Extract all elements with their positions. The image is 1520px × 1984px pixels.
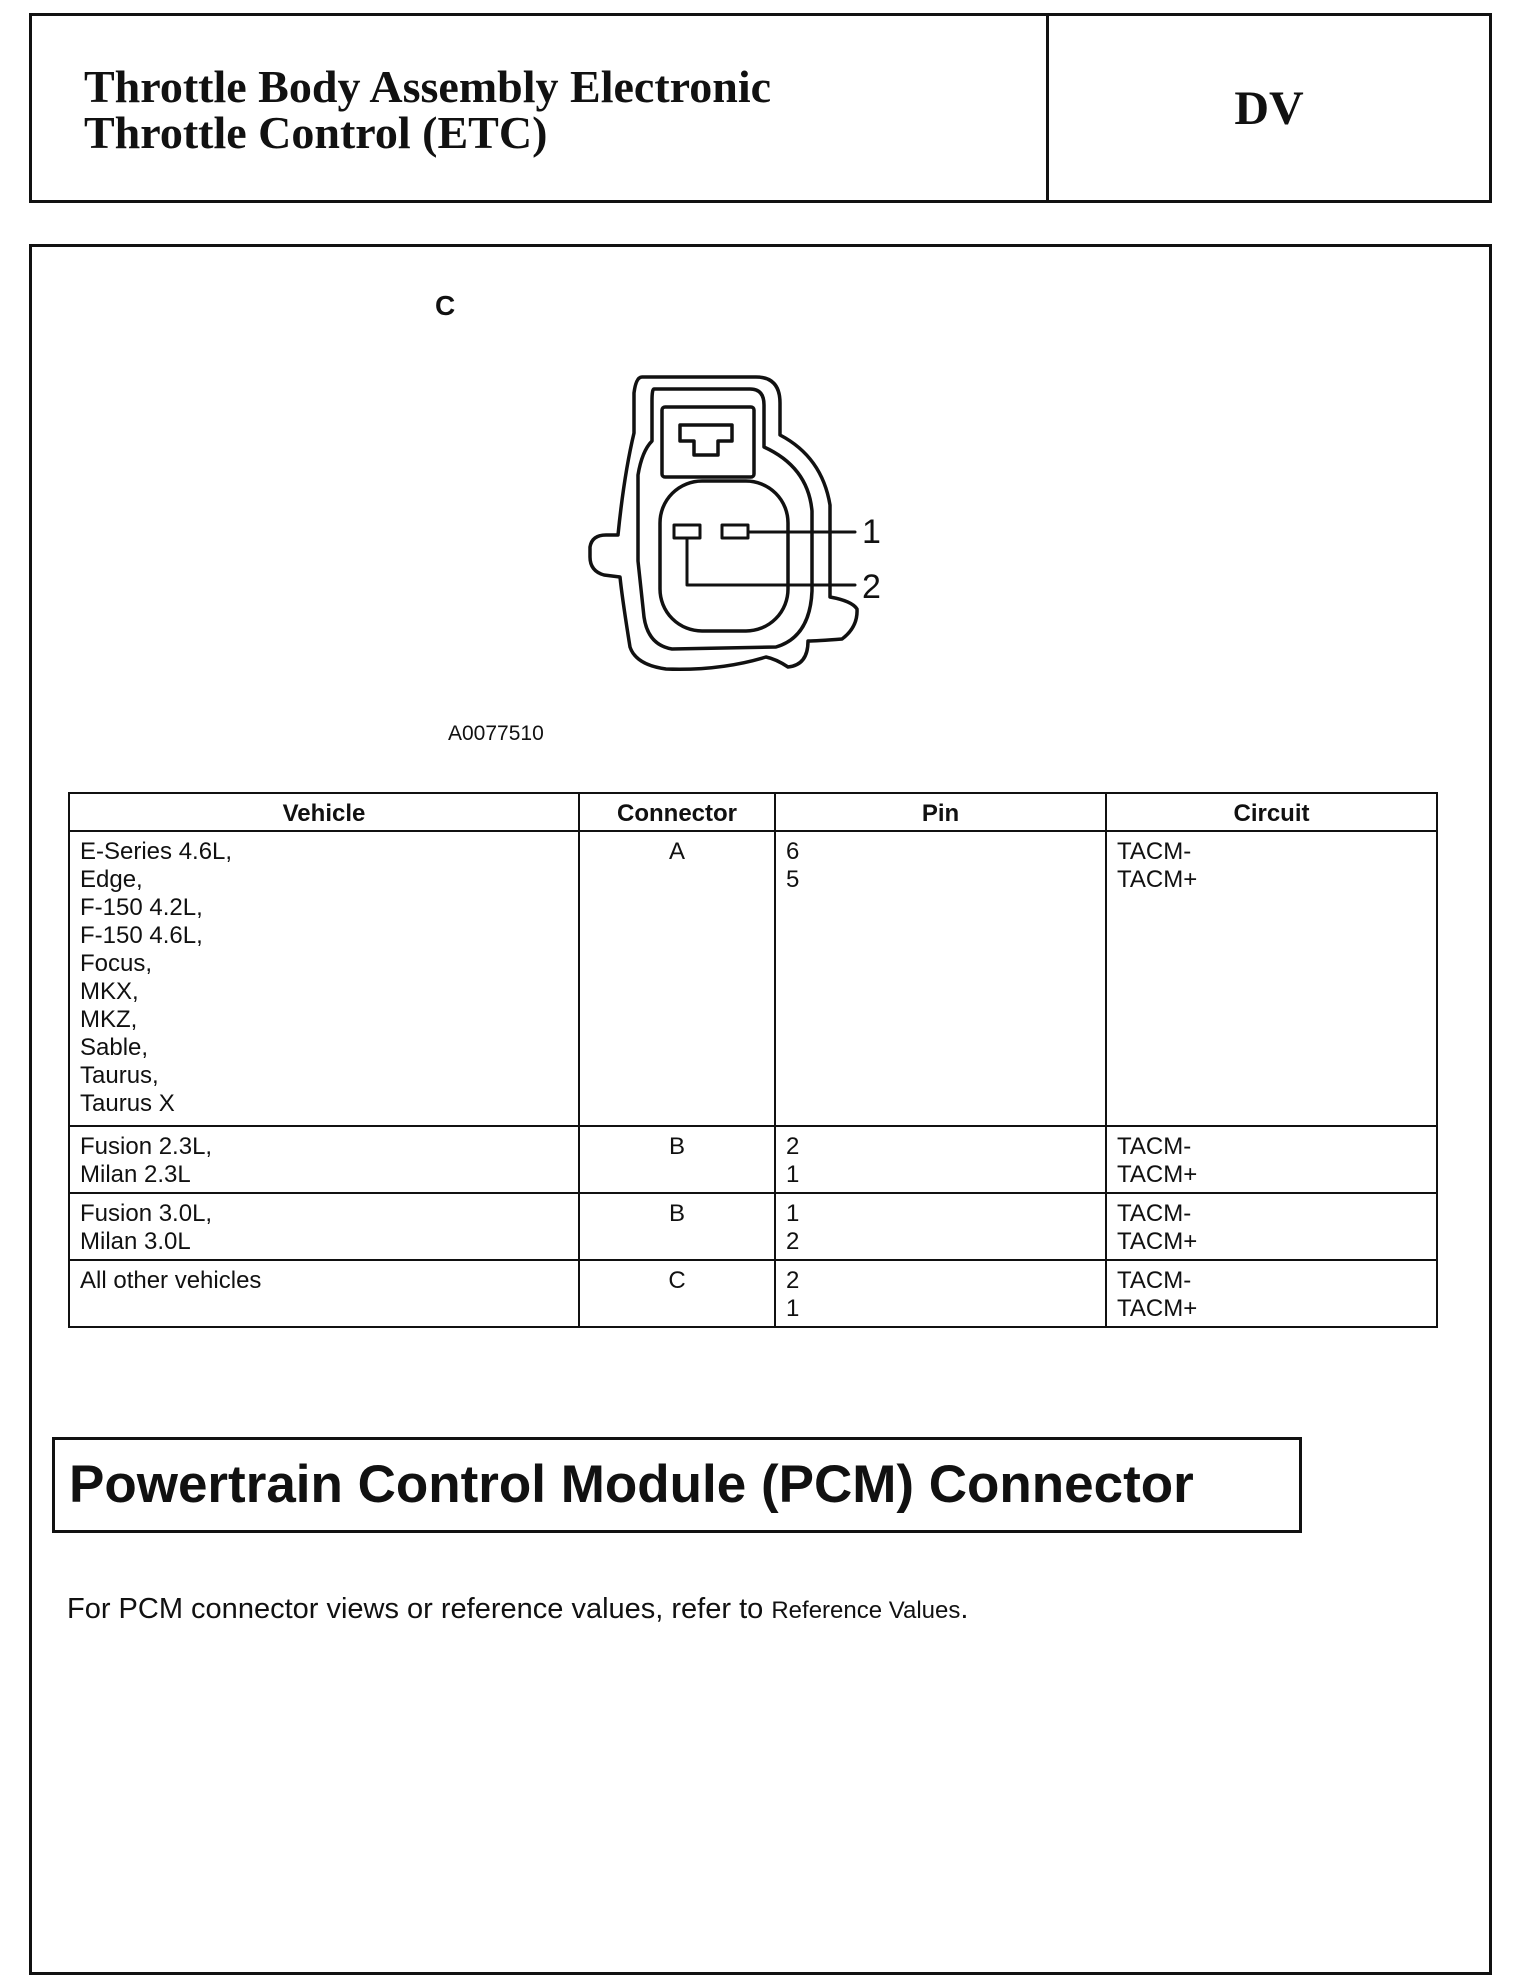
vehicle: Sable, (80, 1034, 149, 1061)
connector-housing-outline (590, 377, 857, 669)
pcm-reference-period: . (960, 1593, 969, 1625)
locking-tab-notch (680, 425, 732, 455)
pin-number: 2 (786, 1228, 800, 1255)
vehicle: Taurus, (80, 1062, 159, 1089)
pin-cell (775, 1193, 1106, 1260)
pcm-reference-text (67, 1593, 968, 1626)
connector-cell: A (579, 831, 775, 1126)
circuit-name: TACM+ (1117, 866, 1198, 893)
pin-1-label: 1 (862, 513, 881, 551)
title-line-2: Throttle Control (ETC) (84, 107, 548, 158)
header-vehicle: Vehicle (69, 793, 579, 831)
pin-cell (775, 831, 1106, 1126)
title-line-1: Throttle Body Assembly Electronic (84, 61, 772, 112)
circuit-cell (1106, 1193, 1437, 1260)
vehicle-cell (69, 1126, 579, 1193)
connector-diagram (580, 365, 900, 705)
table-row (69, 831, 1437, 1126)
vehicle-cell (69, 831, 579, 1126)
pcm-section-heading: Powertrain Control Module (PCM) Connector (52, 1437, 1302, 1533)
terminal-cavity (660, 481, 788, 631)
circuit-cell (1106, 831, 1437, 1126)
vehicle: Milan 2.3L (80, 1161, 191, 1188)
circuit-name: TACM+ (1117, 1161, 1198, 1188)
pin-2-label: 2 (862, 568, 881, 606)
header-connector: Connector (579, 793, 775, 831)
vehicle: Fusion 3.0L, (80, 1200, 213, 1227)
locking-tab (662, 407, 754, 477)
pin-number: 6 (786, 838, 800, 865)
vehicle: Fusion 2.3L, (80, 1133, 213, 1160)
vehicle: E-Series 4.6L, (80, 838, 233, 865)
vehicle: F-150 4.2L, (80, 894, 203, 921)
vehicle: MKZ, (80, 1006, 138, 1033)
component-code: DV (1234, 81, 1304, 135)
connector-cell: C (579, 1260, 775, 1327)
circuit-name: TACM- (1117, 1200, 1192, 1227)
header-pin: Pin (775, 793, 1106, 831)
pin-2-terminal (674, 525, 700, 538)
reference-values-link[interactable]: Reference Values (771, 1597, 961, 1624)
page-header (29, 13, 1492, 203)
circuit-name: TACM- (1117, 1133, 1192, 1160)
vehicle: All other vehicles (80, 1267, 262, 1294)
circuit-name: TACM+ (1117, 1228, 1198, 1255)
component-title (32, 16, 1049, 200)
pin-number: 1 (786, 1200, 800, 1227)
connector-cell: B (579, 1126, 775, 1193)
connector-view-label: C (435, 290, 456, 321)
pin-1-terminal (722, 525, 748, 538)
table-header-row (69, 793, 1437, 831)
pin-cell (775, 1260, 1106, 1327)
table-row (69, 1193, 1437, 1260)
pin-number: 5 (786, 866, 800, 893)
vehicle: F-150 4.6L, (80, 922, 203, 949)
connector-cell: B (579, 1193, 775, 1260)
circuit-name: TACM- (1117, 1267, 1192, 1294)
vehicle: MKX, (80, 978, 139, 1005)
vehicle-cell (69, 1193, 579, 1260)
circuit-cell (1106, 1260, 1437, 1327)
pin-cell (775, 1126, 1106, 1193)
figure-id: A0077510 (448, 722, 544, 745)
pin-number: 2 (786, 1133, 800, 1160)
vehicle: Milan 3.0L (80, 1228, 191, 1255)
vehicle: Taurus X (80, 1090, 175, 1117)
circuit-cell (1106, 1126, 1437, 1193)
vehicle-cell (69, 1260, 579, 1327)
circuit-name: TACM- (1117, 838, 1192, 865)
table-row (69, 1260, 1437, 1327)
pcm-reference-sentence: For PCM connector views or reference values, refer to (67, 1593, 764, 1625)
table-row (69, 1126, 1437, 1193)
pin-number: 1 (786, 1161, 800, 1188)
vehicle: Focus, (80, 950, 153, 977)
vehicle: Edge, (80, 866, 143, 893)
pin-number: 1 (786, 1295, 800, 1322)
circuit-name: TACM+ (1117, 1295, 1198, 1322)
pinout-table (68, 792, 1438, 1328)
header-circuit: Circuit (1106, 793, 1437, 831)
pin-number: 2 (786, 1267, 800, 1294)
